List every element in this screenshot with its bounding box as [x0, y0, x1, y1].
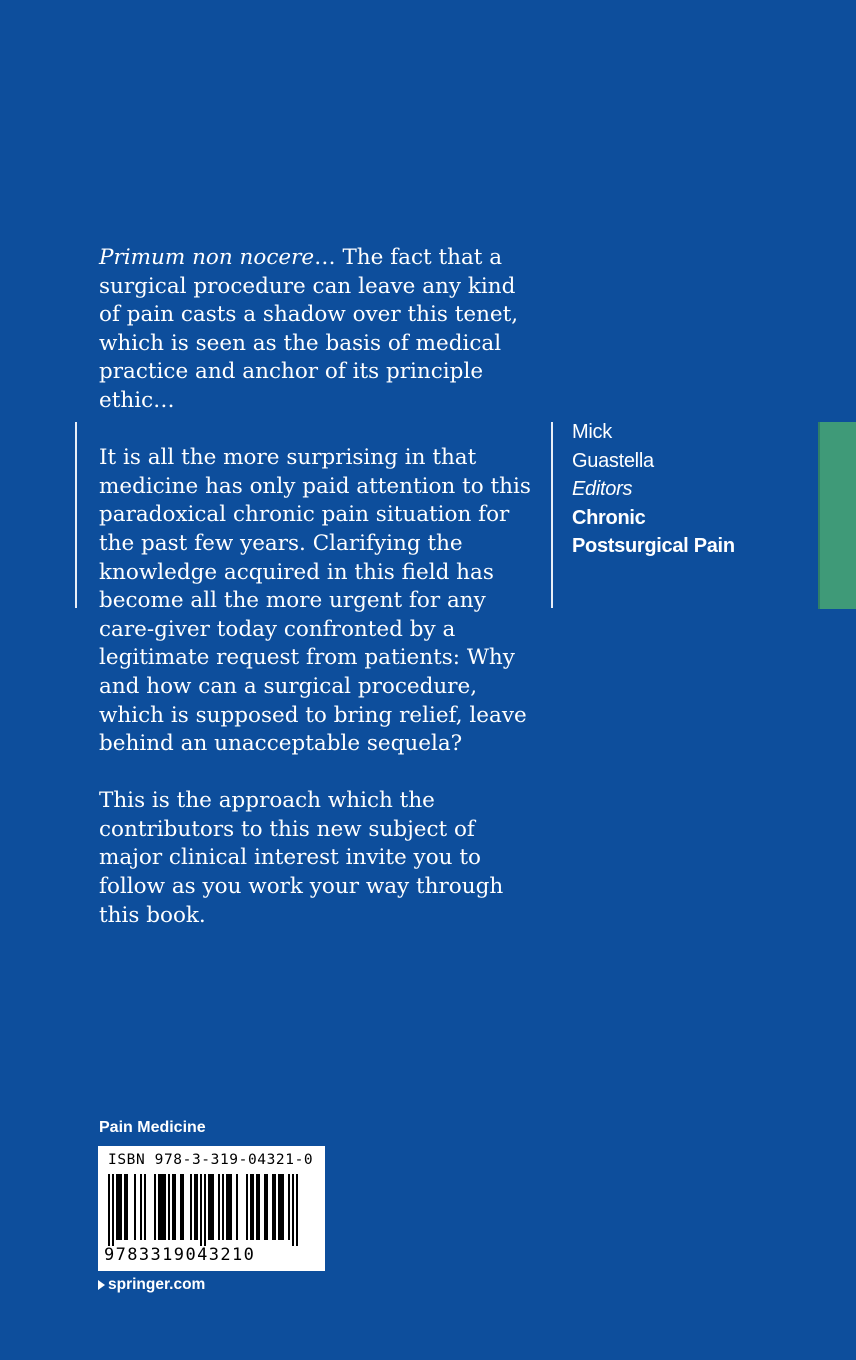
barcode-bar — [208, 1174, 210, 1240]
barcode-digits: 9783319043210 — [104, 1245, 256, 1265]
barcode-bar — [120, 1174, 122, 1240]
barcode-bar — [264, 1174, 266, 1240]
blurb-p1-text: … The fact that a surgical procedure can leave any kind of pain casts a shadow over this tenet, which is seen as the basis of medical practice and anchor of its principle ethic… — [99, 245, 519, 413]
barcode-bar — [228, 1174, 230, 1240]
blurb-paragraph-3: This is the approach which the contributors to this new subject of major clinical interest invite you to follow as you work your way through this book. — [99, 788, 504, 928]
barcode-bar — [272, 1174, 274, 1240]
publisher-link[interactable] — [98, 1276, 205, 1294]
barcode-bar — [144, 1174, 146, 1240]
barcode-bar — [280, 1174, 282, 1240]
book-title-line-2: Postsurgical Pain — [572, 535, 735, 558]
barcode-bar — [172, 1174, 174, 1240]
barcode-bar — [168, 1174, 170, 1240]
book-credits — [572, 418, 735, 561]
right-divider-line — [551, 422, 553, 608]
barcode-bar — [190, 1174, 192, 1240]
barcode-bar — [200, 1174, 202, 1246]
blurb-latin-phrase: Primum non nocere — [99, 245, 315, 270]
editor-name-2: Guastella — [572, 449, 654, 472]
barcode-bar — [274, 1174, 276, 1240]
barcode-bar — [210, 1174, 212, 1240]
blurb-paragraph-1 — [99, 244, 539, 416]
publisher-url: springer.com — [108, 1276, 206, 1293]
series-name: Pain Medicine — [99, 1119, 206, 1136]
barcode-bar — [182, 1174, 184, 1240]
barcode-bar — [124, 1174, 126, 1240]
barcode-bar — [212, 1174, 214, 1240]
barcode-bar — [160, 1174, 162, 1240]
barcode-bar — [112, 1174, 114, 1246]
isbn-barcode-box — [98, 1146, 325, 1271]
barcode-bar — [196, 1174, 198, 1240]
barcode-bar — [108, 1174, 110, 1246]
barcode-bar — [230, 1174, 232, 1240]
book-title-line-1: Chronic — [572, 506, 646, 529]
barcode-bar — [226, 1174, 228, 1240]
barcode-bar — [246, 1174, 248, 1240]
barcode-bar — [126, 1174, 128, 1240]
spine-color-tab — [818, 422, 856, 609]
back-cover-blurb — [99, 244, 539, 930]
editors-role: Editors — [572, 478, 633, 501]
barcode-bar — [296, 1174, 298, 1246]
barcode-bar — [252, 1174, 254, 1240]
barcode-bars — [108, 1174, 300, 1246]
barcode-bar — [236, 1174, 238, 1240]
barcode-bar — [180, 1174, 182, 1240]
barcode-bar — [204, 1174, 206, 1246]
barcode-bar — [282, 1174, 284, 1240]
barcode-bar — [118, 1174, 120, 1240]
barcode-bar — [162, 1174, 164, 1240]
editor-name-1: Mick — [572, 421, 612, 443]
isbn-label: ISBN 978-3-319-04321-0 — [108, 1152, 314, 1168]
left-divider-line — [75, 422, 77, 608]
barcode-bar — [134, 1174, 136, 1240]
barcode-bar — [164, 1174, 166, 1240]
barcode-bar — [140, 1174, 142, 1240]
barcode-bar — [222, 1174, 224, 1240]
barcode-bar — [278, 1174, 280, 1240]
barcode-bar — [218, 1174, 220, 1240]
barcode-bar — [250, 1174, 252, 1240]
barcode-bar — [194, 1174, 196, 1240]
barcode-bar — [258, 1174, 260, 1240]
barcode-bar — [256, 1174, 258, 1240]
barcode-bar — [154, 1174, 156, 1240]
barcode-bar — [288, 1174, 290, 1240]
barcode-bar — [174, 1174, 176, 1240]
arrow-right-icon — [98, 1280, 105, 1290]
blurb-paragraph-2: It is all the more surprising in that medicine has only paid attention to this paradoxical chronic pain situation for the past few years. Clarifying the knowledge acquired in this field has become all the more urgent for any care-giver today confronted by a legitimate request from patients: Why and how can a surgical procedure, which is supposed to bring relief, leave behind an unacceptable sequela? — [99, 445, 531, 757]
barcode-bar — [266, 1174, 268, 1240]
barcode-bar — [116, 1174, 118, 1240]
barcode-bar — [292, 1174, 294, 1246]
barcode-bar — [158, 1174, 160, 1240]
